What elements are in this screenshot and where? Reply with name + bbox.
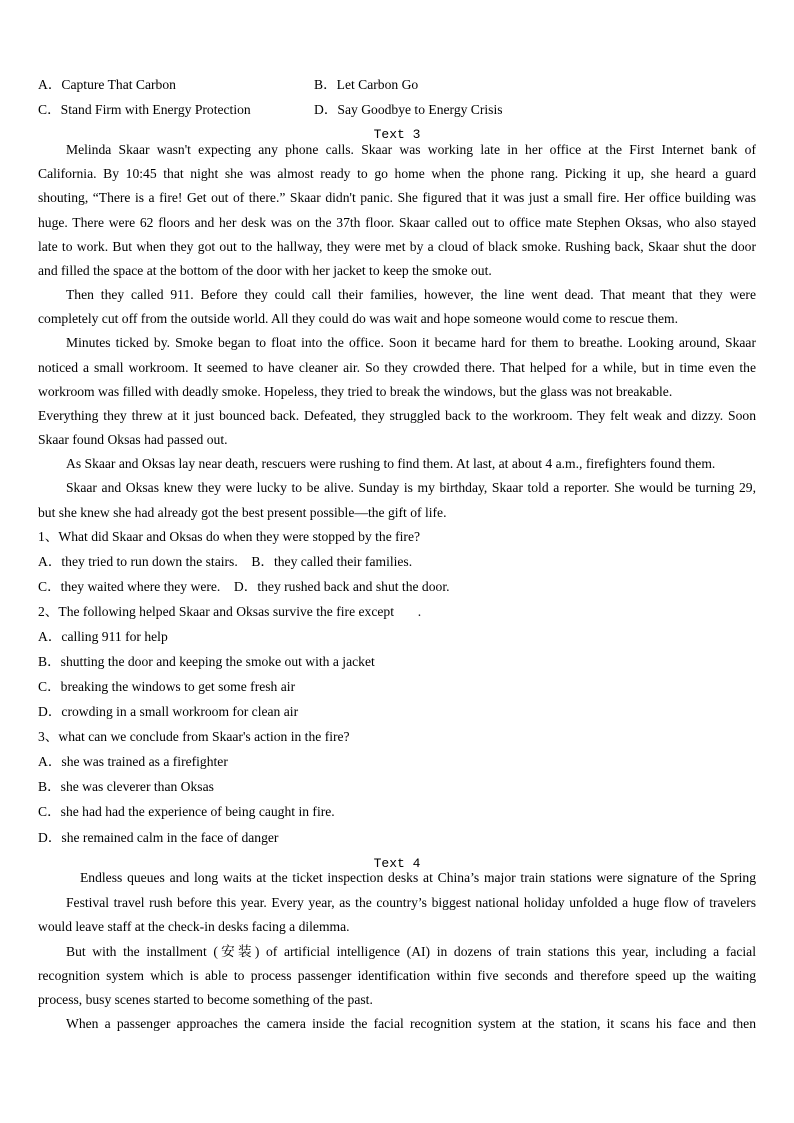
question-2-stem: 2、The following helped Skaar and Oksas survive the fire except . [38,604,422,619]
text3-line: huge. There were 62 floors and her desk was on the 37th floor. Skaar called out to office mate Stephen Oksas, who also stayed [38,215,756,230]
text3-line: and filled the space at the bottom of the door with her jacket to keep the smoke out. [38,263,492,278]
option-b: B．Let Carbon Go [314,77,419,92]
q1-option-a: A．they tried to run down the stairs. [38,554,238,569]
question-1-stem: 1、What did Skaar and Oksas do when they were stopped by the fire? [38,529,421,544]
option-a: A．Capture That Carbon [38,77,176,92]
text3-heading: Text 3 [373,127,421,142]
q3-option-b: B．she was cleverer than Oksas [38,779,214,794]
option-row [38,101,503,119]
text4-line: Endless queues and long waits at the ticket inspection desks at China’s major train stations were signature of the Spring [80,870,756,885]
text3-line: Skaar and Oksas knew they were lucky to be alive. Sunday is my birthday, Skaar told a reporter. She would be turning 29, [66,480,756,495]
question-3-stem: 3、what can we conclude from Skaar's action in the fire? [38,729,350,744]
text4-heading: Text 4 [373,856,421,871]
text4-line: process, busy scenes started to become something of the past. [38,992,373,1007]
text3-line: but she knew she had already got the best present possible—the gift of life. [38,505,447,520]
q2-option-a: A．calling 911 for help [38,629,168,644]
text3-line: Everything they threw at it just bounced back. Defeated, they struggled back to the workroom. They felt weak and dizzy. Soon [38,408,756,423]
text4-line: would leave staff at the check-in desks facing a dilemma. [38,919,350,934]
text4-line: Festival travel rush before this year. Every year, as the country’s biggest national holiday unfolded a huge flow of travelers [66,895,756,910]
q3-option-a: A．she was trained as a firefighter [38,754,228,769]
question-1-options [38,553,412,571]
text3-line: Melinda Skaar wasn't expecting any phone calls. Skaar was working late in her office at the First Internet bank of [66,142,756,157]
text3-line: Then they called 911. Before they could call their families, however, the line went dead. That meant that they were [66,287,756,302]
text4-line: recognition system which is able to process passenger identification within five seconds and therefore speed up the waiting [38,968,756,983]
text4-line: When a passenger approaches the camera inside the facial recognition system at the station, it scans his face and then [66,1016,756,1031]
option-d: D．Say Goodbye to Energy Crisis [314,102,503,117]
text3-line: completely cut off from the outside world. All they could do was wait and hope someone would come to rescue them. [38,311,679,326]
text3-line: shouting, “There is a fire! Get out of there.” Skaar didn't panic. She figured that it was just a small fire. Her office building was [38,190,756,205]
q2-option-b: B．shutting the door and keeping the smoke out with a jacket [38,654,375,669]
q1-option-c: C．they waited where they were. [38,579,221,594]
q2-option-d: D．crowding in a small workroom for clean air [38,704,299,719]
text3-line: As Skaar and Oksas lay near death, rescuers were rushing to find them. At last, at about 4 a.m., firefighters found them. [66,456,716,471]
text4-line: But with the installment (安装) of artificial intelligence (AI) in dozens of train stations this year, including a facial [66,944,756,959]
q2-option-c: C．breaking the windows to get some fresh air [38,679,296,694]
text3-line: late to work. But when they got out to the hallway, they were met by a cloud of black smoke. Rushing back, Skaar shut the door [38,239,756,254]
option-c: C．Stand Firm with Energy Protection [38,102,251,117]
text3-line: Minutes ticked by. Smoke began to float into the office. Soon it became hard for them to breathe. Looking around, Skaar [66,335,756,350]
option-row [38,76,419,94]
text3-line: California. By 10:45 that night she was almost ready to go home when the phone rang. Picking it up, she heard a guard [38,166,756,181]
q3-option-d: D．she remained calm in the face of danger [38,830,279,845]
question-1-options [38,578,450,596]
q1-option-b: B．they called their families. [251,554,413,569]
text3-line: Skaar found Oksas had passed out. [38,432,228,447]
q1-option-d: D．they rushed back and shut the door. [233,579,450,594]
q3-option-c: C．she had had the experience of being caught in fire. [38,804,335,819]
text3-line: noticed a small workroom. It seemed to have cleaner air. So they crowded there. That helped for a while, but in time even the [38,360,756,375]
text3-line: workroom was filled with deadly smoke. Hopeless, they tried to break the windows, but the glass was not breakable. [38,384,673,399]
